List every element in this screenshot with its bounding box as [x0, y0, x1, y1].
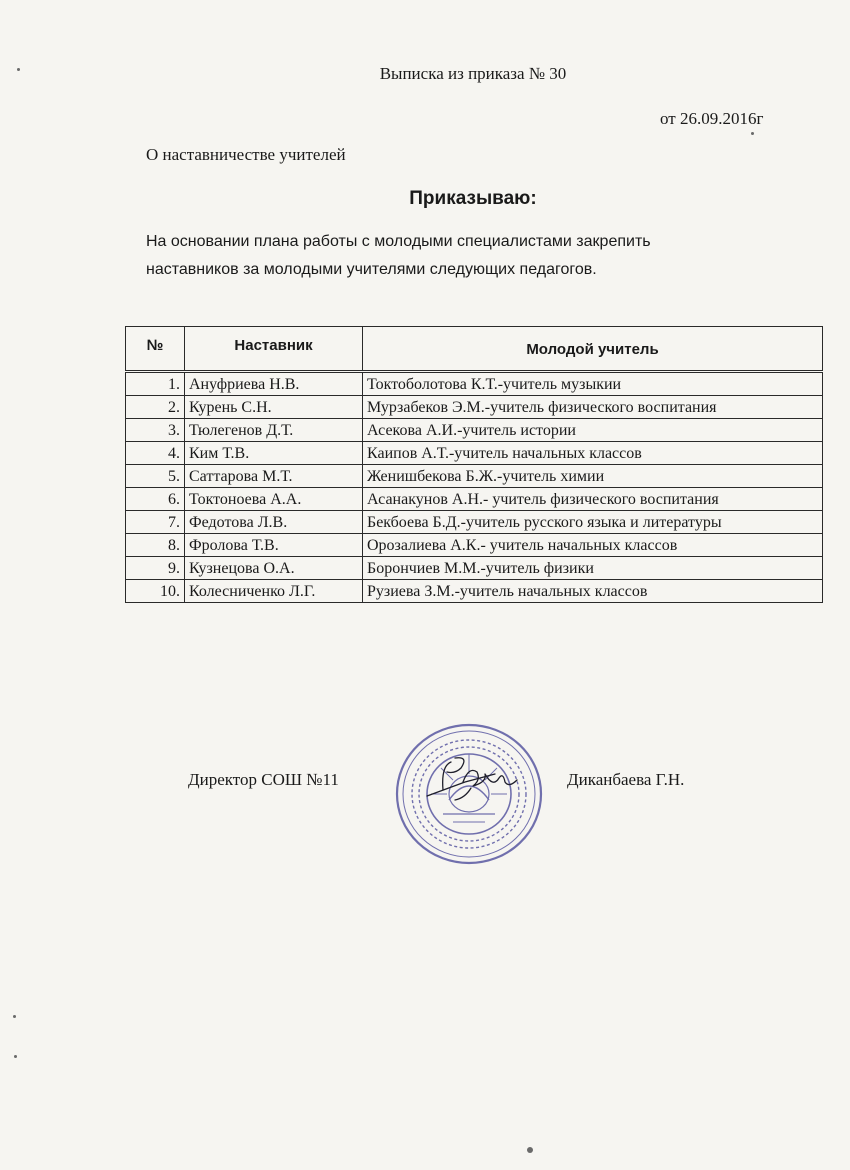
mentors-table: [125, 326, 823, 603]
basis-line: наставников за молодыми учителями следующих педагогов.: [146, 261, 597, 278]
director-name: Диканбаева Г.Н.: [567, 770, 685, 789]
young-teacher-name: Бекбоева Б.Д.-учитель русского языка и литературы: [363, 511, 823, 534]
table-row: [126, 557, 823, 580]
scan-speck: [751, 132, 754, 135]
row-number: 1.: [126, 372, 185, 396]
table-row: [126, 419, 823, 442]
young-teacher-name: Борончиев М.М.-учитель физики: [363, 557, 823, 580]
young-teacher-name: Мурзабеков Э.М.-учитель физического воспитания: [363, 396, 823, 419]
table-row: [126, 465, 823, 488]
row-number: 10.: [126, 580, 185, 603]
young-teacher-name: Орозалиева А.К.- учитель начальных классов: [363, 534, 823, 557]
young-teacher-name: Рузиева З.М.-учитель начальных классов: [363, 580, 823, 603]
row-number: 7.: [126, 511, 185, 534]
handwritten-signature-icon: [425, 752, 521, 806]
mentor-name: Токтоноева А.А.: [185, 488, 363, 511]
mentor-name: Кузнецова О.А.: [185, 557, 363, 580]
document-date: от 26.09.2016г: [660, 109, 764, 128]
column-header-young-teacher: Молодой учитель: [363, 327, 823, 372]
basis-paragraph: [146, 228, 766, 284]
table-row: [126, 580, 823, 603]
order-heading-text: Приказываю:: [409, 188, 537, 209]
row-number: 3.: [126, 419, 185, 442]
table-row: [126, 372, 823, 396]
table-header-row: [126, 327, 823, 372]
mentor-name: Ким Т.В.: [185, 442, 363, 465]
table-row: [126, 396, 823, 419]
young-teacher-name: Асекова А.И.-учитель истории: [363, 419, 823, 442]
row-number: 8.: [126, 534, 185, 557]
scan-speck: [14, 1055, 17, 1058]
young-teacher-name: Каипов А.Т.-учитель начальных классов: [363, 442, 823, 465]
basis-line: На основании плана работы с молодыми специалистами закрепить: [146, 233, 651, 250]
mentor-name: Тюлегенов Д.Т.: [185, 419, 363, 442]
order-heading: [0, 188, 850, 210]
young-teacher-name: Токтоболотова К.Т.-учитель музыкии: [363, 372, 823, 396]
mentor-name: Фролова Т.В.: [185, 534, 363, 557]
column-header-num: №: [126, 327, 185, 372]
director-title: Директор СОШ №11: [188, 770, 339, 789]
young-teacher-name: Асанакунов А.Н.- учитель физического воспитания: [363, 488, 823, 511]
row-number: 5.: [126, 465, 185, 488]
mentor-name: Ануфриева Н.В.: [185, 372, 363, 396]
mentor-name: Курень С.Н.: [185, 396, 363, 419]
document-subject: О наставничестве учителей: [146, 145, 346, 164]
row-number: 2.: [126, 396, 185, 419]
table-row: [126, 488, 823, 511]
table-row: [126, 442, 823, 465]
row-number: 6.: [126, 488, 185, 511]
scan-speck: [13, 1015, 16, 1018]
row-number: 9.: [126, 557, 185, 580]
document-title: [0, 64, 850, 84]
young-teacher-name: Женишбекова Б.Ж.-учитель химии: [363, 465, 823, 488]
row-number: 4.: [126, 442, 185, 465]
mentor-name: Колесниченко Л.Г.: [185, 580, 363, 603]
scan-speck: [527, 1147, 533, 1153]
mentor-name: Федотова Л.В.: [185, 511, 363, 534]
document-title-text: Выписка из приказа № 30: [379, 64, 567, 83]
table-row: [126, 534, 823, 557]
column-header-mentor: Наставник: [185, 327, 363, 372]
table-row: [126, 511, 823, 534]
mentor-name: Саттарова М.Т.: [185, 465, 363, 488]
